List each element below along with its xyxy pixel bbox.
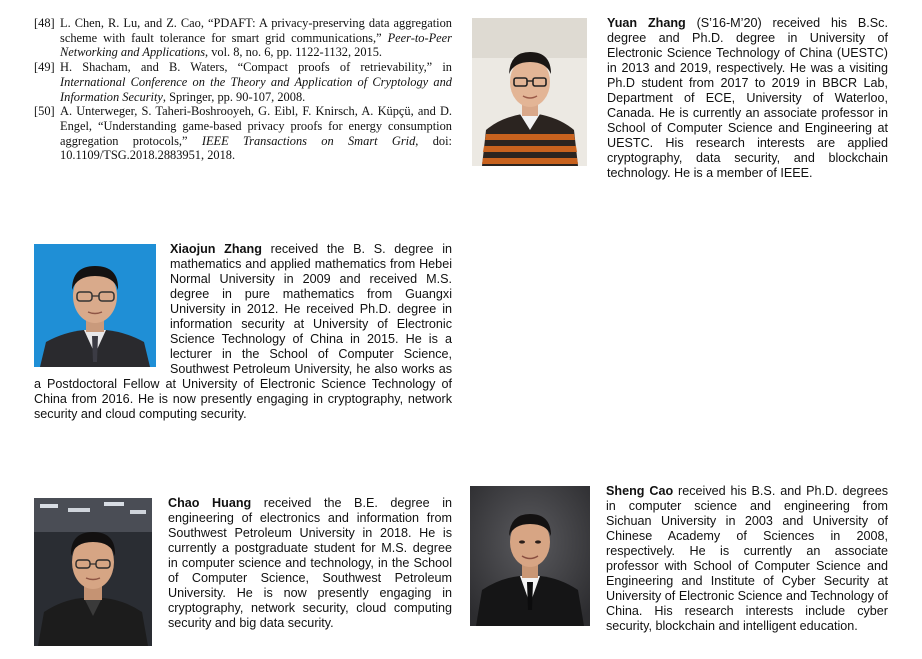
reference-item — [34, 60, 452, 104]
reference-list — [34, 16, 452, 163]
author-photo — [472, 18, 587, 166]
author-name: Xiaojun Zhang — [170, 242, 262, 256]
reference-details: , Springer, pp. 90-107, 2008. — [162, 89, 306, 104]
author-bio-chao-huang — [34, 496, 452, 650]
author-name: Chao Huang — [168, 496, 252, 510]
reference-venue: IEEE Transactions on Smart Grid — [201, 133, 416, 148]
portrait-xiaojun-zhang — [34, 244, 156, 367]
reference-venue: International Conference on the Theory and Application of Cryptology and Information Security — [60, 74, 452, 104]
author-name: Sheng Cao — [606, 484, 674, 498]
author-bio-text: (S’16-M’20) received his B.Sc. degree and Ph.D. degree in University of Electronic Science Technology of China (UESTC) in 2013 and 2019, respectively. He was a visiting Ph.D student from 2017 to 2019 in BBCR Lab, Department of ECE, University of Waterloo, Canada. He is currently an associate professor in School of Computer Science and Engineering at UESTC. His research interests are applied cryptography, data security, and blockchain technology. He is a member of IEEE. — [607, 16, 888, 180]
reference-details: , doi: 10.1109/TSG.2018.2883951, 2018. — [60, 133, 452, 163]
author-bio-xiaojun-zhang — [34, 242, 452, 422]
author-bio-text: received his B.S. and Ph.D. degrees in computer science and engineering from Sichuan University in 2003 and University of Chinese Academy of Sciences in 2008, respectively. He is currently an associate professor with School of Computer Science and Engineering and Institute of Cyber Security at University of Electronic Science and Technology of China. His research interests include cyber security, blockchain and intelligent education. — [606, 484, 889, 633]
reference-authors-title: A. Unterweger, S. Taheri-Boshrooyeh, G. Eibl, F. Knirsch, A. Küpçü, and D. Engel, “Understanding game-based privacy proofs for energy consumption aggregation protocols,” — [60, 104, 452, 148]
reference-number: [49] — [34, 60, 55, 75]
portrait-chao-huang — [34, 498, 152, 646]
author-photo — [34, 498, 152, 646]
author-bio-text: received the B.E. degree in engineering of electronics and information from Southwest Petroleum University in 2018. He is currently a postgraduate student for M.S. degree in computer science and technology, in the School of Computer Science, Southwest Petroleum University. He is now presently engaging in cryptography, network security, cloud computing security and big data security. — [168, 496, 452, 630]
reference-text — [60, 104, 452, 163]
author-bio-text: received the B. S. degree in mathematics and applied mathematics from Hebei Normal University in 2009 and received M.S. degree in pure mathematics from Guangxi University in 2012. He received Ph.D. degree in information security at University of Electronic Science Technology of China in 2015. He is a lecturer in the School of Computer Science, Southwest Petroleum University, he also works as a Postdoctoral Fellow at University of Electronic Science Technology of China from 2016. He is now presently engaging in cryptography, network security and cloud computing security. — [34, 242, 452, 421]
reference-number: [50] — [34, 104, 55, 119]
author-photo — [34, 244, 156, 367]
author-bio-sheng-cao — [470, 484, 888, 634]
author-name: Yuan Zhang — [607, 16, 686, 30]
author-bio-yuan-zhang — [472, 16, 888, 181]
portrait-yuan-zhang — [472, 18, 587, 166]
reference-number: [48] — [34, 16, 55, 30]
reference-item — [34, 16, 452, 60]
reference-item — [34, 104, 452, 163]
portrait-sheng-cao — [470, 486, 590, 626]
author-photo — [470, 486, 590, 626]
reference-venue: Peer-to-Peer Networking and Applications — [60, 30, 452, 60]
reference-details: , vol. 8, no. 6, pp. 1122-1132, 2015. — [205, 45, 383, 60]
reference-authors-title: L. Chen, R. Lu, and Z. Cao, “PDAFT: A privacy-preserving data aggregation scheme with fault tolerance for smart grid communications,” — [60, 16, 452, 45]
reference-authors-title: H. Shacham, and B. Waters, “Compact proofs of retrievability,” in — [60, 60, 452, 75]
reference-text — [60, 60, 452, 104]
reference-text — [60, 16, 452, 60]
